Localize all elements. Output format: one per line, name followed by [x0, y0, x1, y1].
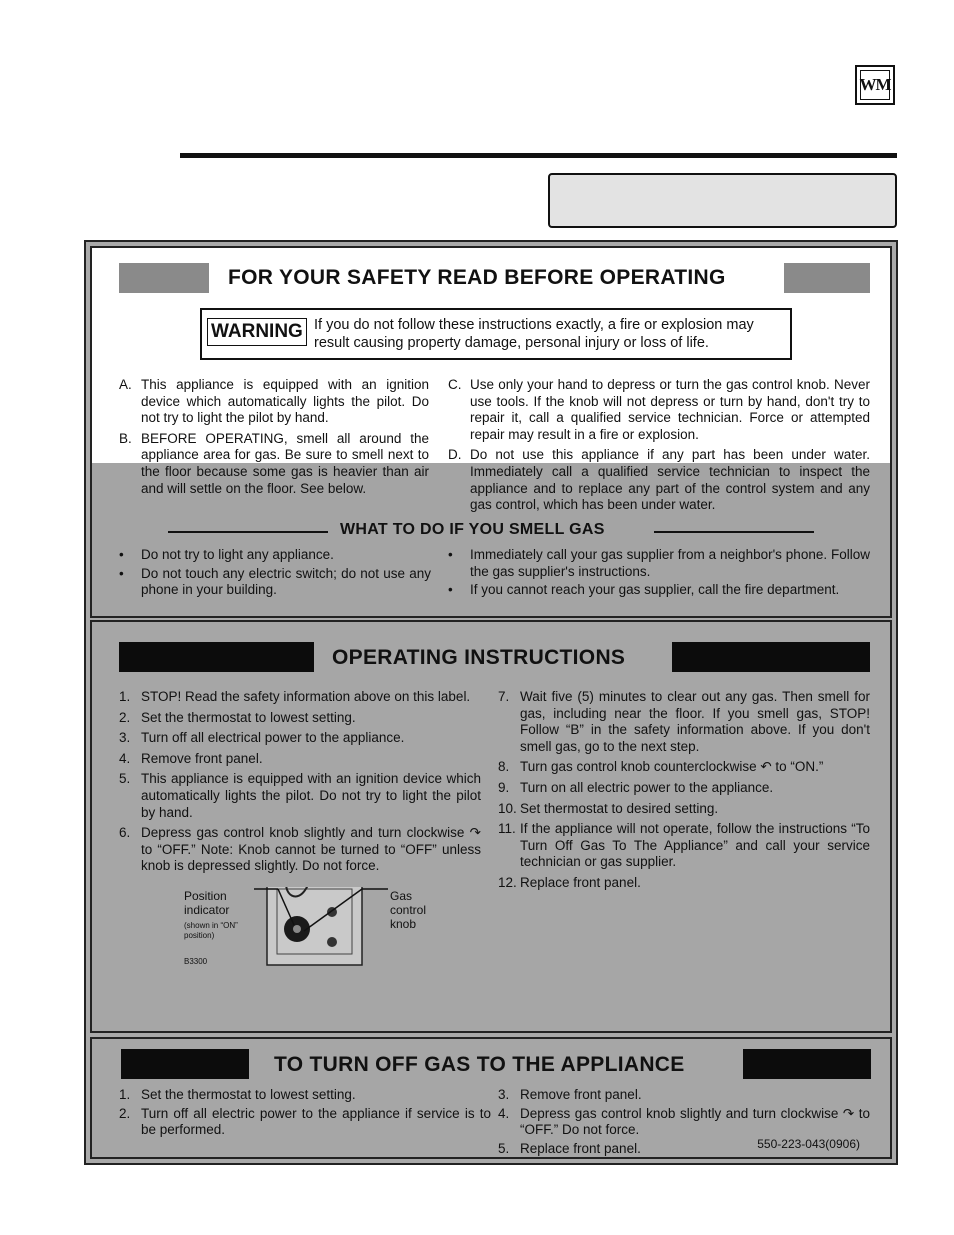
part-number: 550-223-043(0906) — [757, 1137, 860, 1151]
list-marker: D. — [448, 447, 462, 463]
smell-items-right — [448, 547, 870, 601]
operating-steps-left — [119, 689, 481, 879]
list-marker: 11. — [498, 821, 516, 837]
turn-off-steps-left — [119, 1087, 491, 1141]
list-item — [119, 377, 429, 427]
header-bar-right — [784, 263, 870, 293]
list-text: Replace front panel. — [520, 874, 641, 890]
list-text: Set thermostat to desired setting. — [520, 800, 719, 816]
list-text: If the appliance will not operate, follow the instructions “To Turn Off Gas To The Appliance” and call your service technician or gas supplier. — [520, 821, 870, 870]
list-text: Set the thermostat to lowest setting. — [141, 1087, 356, 1102]
list-marker: A. — [119, 377, 132, 392]
list-item — [119, 689, 481, 706]
list-text: If you cannot reach your gas supplier, call the fire department. — [470, 582, 840, 598]
list-marker: 4. — [119, 750, 131, 766]
safety-section — [90, 246, 892, 618]
list-marker: 7. — [498, 689, 510, 704]
list-text: Depress gas control knob slightly and turn clockwise ↷ to “OFF.” Do not force. — [520, 1105, 870, 1138]
list-text: Turn off all electric power to the appliance if service is to be performed. — [141, 1105, 491, 1138]
operating-section — [90, 620, 892, 1033]
header-bar-right — [743, 1049, 871, 1079]
list-text: Turn off all electrical power to the appliance. — [141, 730, 405, 746]
list-marker: • — [119, 565, 124, 581]
list-item — [448, 447, 870, 513]
header-bar-left — [119, 263, 209, 293]
safety-label — [84, 240, 898, 1165]
header-rule — [180, 153, 897, 158]
warning-text: If you do not follow these instructions exactly, a fire or explosion may result causing property damage, personal injury or loss of life. — [314, 317, 754, 351]
list-item — [498, 689, 870, 755]
list-text: Use only your hand to depress or turn the gas control knob. Never use tools. If the knob will not depress or turn by hand, don't try to repair it, call a qualified service technician. Force or attempted repair may result in a fire or explosion. — [470, 377, 870, 442]
list-text: This appliance is equipped with an ignition device which automatically lights the pilot. Do not try to light the pilot by hand. — [141, 377, 429, 426]
position-note: (shown in “ON” position) — [184, 921, 238, 940]
list-text: BEFORE OPERATING, smell all around the appliance area for gas. Be sure to smell next to the floor because some gas is heavier than air and will settle on the floor. See below. — [141, 430, 429, 496]
logo-text: WM — [860, 70, 890, 100]
list-marker: 8. — [498, 759, 510, 775]
list-item — [119, 566, 431, 599]
smell-items-left — [119, 547, 431, 601]
list-marker: 3. — [498, 1087, 510, 1102]
safety-title: FOR YOUR SAFETY READ BEFORE OPERATING — [228, 266, 726, 289]
turn-off-section — [90, 1037, 892, 1159]
list-marker: 5. — [498, 1140, 510, 1156]
list-marker: 1. — [119, 1087, 131, 1102]
list-marker: 1. — [119, 689, 131, 704]
warning-box — [200, 308, 792, 360]
list-item — [498, 1106, 870, 1139]
list-item — [119, 825, 481, 875]
list-item — [119, 710, 481, 727]
list-item — [498, 780, 870, 797]
list-marker: • — [119, 547, 124, 562]
list-marker: 4. — [498, 1105, 510, 1121]
list-text: Do not touch any electric switch; do not use any phone in your building. — [141, 565, 431, 598]
smell-title: WHAT TO DO IF YOU SMELL GAS — [340, 521, 605, 538]
list-item — [498, 875, 870, 892]
gas-control-knob-label: Gas control knob — [390, 889, 427, 931]
list-item — [498, 1087, 870, 1104]
list-item — [448, 582, 870, 599]
list-item — [119, 547, 431, 564]
list-item — [119, 751, 481, 768]
list-marker: • — [448, 547, 453, 562]
list-marker: 3. — [119, 730, 131, 746]
manufacturer-logo — [855, 65, 895, 105]
smell-rule-right — [654, 531, 814, 533]
list-marker: 2. — [119, 1105, 131, 1121]
list-item — [448, 377, 870, 443]
list-marker: C. — [448, 377, 462, 392]
list-text: Wait five (5) minutes to clear out any gas. Then smell for gas, including near the floor. If you smell gas, STOP! Follow “B” in the safety information above. If you don't smell gas, go to the next step. — [520, 689, 870, 754]
list-item — [498, 821, 870, 871]
header-bar-left — [119, 642, 314, 672]
list-item — [119, 1087, 491, 1104]
gas-valve-illustration — [182, 887, 512, 982]
list-text: Turn gas control knob counterclockwise ↶ to “ON.” — [520, 759, 824, 775]
list-marker: • — [448, 582, 453, 598]
list-marker: 10. — [498, 800, 517, 816]
safety-items-left — [119, 377, 429, 501]
operating-steps-right — [498, 689, 870, 896]
gas-control-diagram — [182, 887, 512, 982]
list-item — [498, 801, 870, 818]
header-bar-right — [672, 642, 870, 672]
list-item — [498, 759, 870, 776]
list-marker: 6. — [119, 825, 131, 841]
list-text: Depress gas control knob slightly and turn clockwise ↷ to “OFF.” Note: Knob cannot be turned to “OFF” unless knob is depressed slightly. Do not force. — [141, 825, 481, 874]
list-text: Immediately call your gas supplier from a neighbor's phone. Follow the gas supplier's instructions. — [470, 547, 870, 579]
list-text: This appliance is equipped with an ignition device which automatically lights the pilot. Do not try to light the pilot by hand. — [141, 771, 481, 820]
header-bar-left — [121, 1049, 249, 1079]
list-item — [119, 1106, 491, 1139]
figure-number: B3300 — [184, 957, 208, 966]
list-marker: 5. — [119, 771, 131, 787]
list-marker: 9. — [498, 779, 510, 795]
list-item — [448, 547, 870, 580]
list-text: Turn on all electric power to the appliance. — [520, 779, 774, 795]
list-text: STOP! Read the safety information above on this label. — [141, 689, 471, 704]
list-item — [119, 431, 429, 497]
operating-title: OPERATING INSTRUCTIONS — [332, 646, 626, 669]
position-indicator-label: Position indicator — [184, 889, 230, 917]
list-text: Remove front panel. — [141, 750, 263, 766]
list-text: Set the thermostat to lowest setting. — [141, 709, 356, 725]
list-marker: B. — [119, 430, 132, 446]
safety-items-right — [448, 377, 870, 518]
list-text: Do not use this appliance if any part has been under water. Immediately call a qualified service technician to inspect the appliance and to replace any part of the control system and any gas control, which has been under water. — [470, 447, 870, 513]
list-text: Do not try to light any appliance. — [141, 547, 334, 562]
list-marker: 12. — [498, 874, 517, 890]
smell-rule-left — [168, 531, 328, 533]
list-text: Remove front panel. — [520, 1087, 642, 1102]
turn-off-title: TO TURN OFF GAS TO THE APPLIANCE — [274, 1053, 685, 1076]
warning-label: WARNING — [207, 318, 307, 346]
list-marker: 2. — [119, 709, 131, 725]
header-gray-box — [548, 173, 897, 228]
list-text: Replace front panel. — [520, 1140, 641, 1156]
list-item — [119, 771, 481, 821]
list-item — [119, 730, 481, 747]
